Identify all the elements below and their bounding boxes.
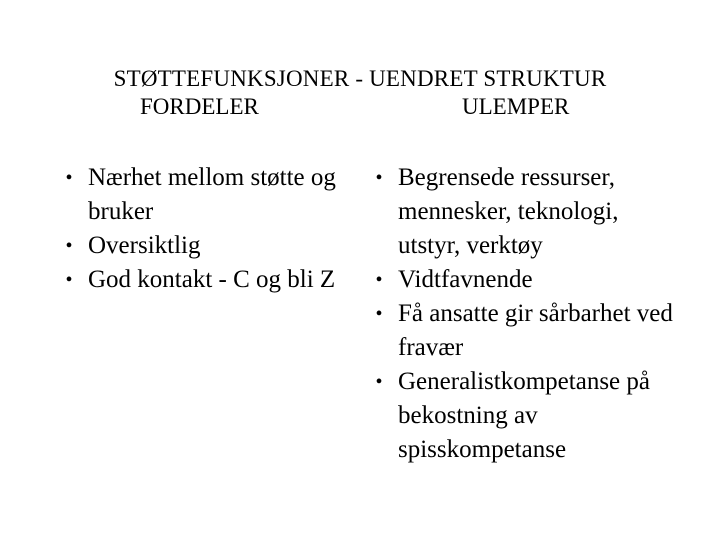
bullet-icon: • [375, 269, 383, 291]
bullet-icon: • [375, 303, 383, 325]
bullet-icon: • [65, 235, 73, 257]
bullet-icon: • [375, 167, 383, 189]
disadvantages-heading: ULEMPER [462, 94, 570, 119]
disadvantage-item [368, 365, 678, 467]
bullet-icon: • [65, 167, 73, 189]
advantage-item [58, 161, 358, 229]
advantage-item [58, 263, 358, 297]
advantages-list [58, 161, 358, 297]
disadvantage-item [368, 297, 678, 365]
disadvantage-text: Generalistkompetanse på bekostning av spisskompetanse [398, 368, 650, 463]
disadvantage-item [368, 263, 678, 297]
slide-title: STØTTEFUNKSJONER - UENDRET STRUKTUR [113, 66, 607, 91]
disadvantage-item [368, 161, 678, 263]
disadvantage-text: Vidtfavnende [398, 266, 533, 293]
bullet-icon: • [375, 371, 383, 393]
disadvantage-text: Begrensede ressurser, mennesker, teknologi, utstyr, verktøy [398, 164, 619, 259]
advantage-text: Oversiktlig [88, 232, 201, 259]
bullet-icon: • [65, 269, 73, 291]
disadvantages-list [368, 161, 678, 467]
advantage-text: Nærhet mellom støtte og bruker [88, 164, 336, 225]
advantages-heading: FORDELER [140, 94, 259, 119]
advantage-text: God kontakt - C og bli Z [88, 266, 336, 293]
advantage-item [58, 229, 358, 263]
disadvantage-text: Få ansatte gir sårbarhet ved fravær [398, 300, 673, 361]
